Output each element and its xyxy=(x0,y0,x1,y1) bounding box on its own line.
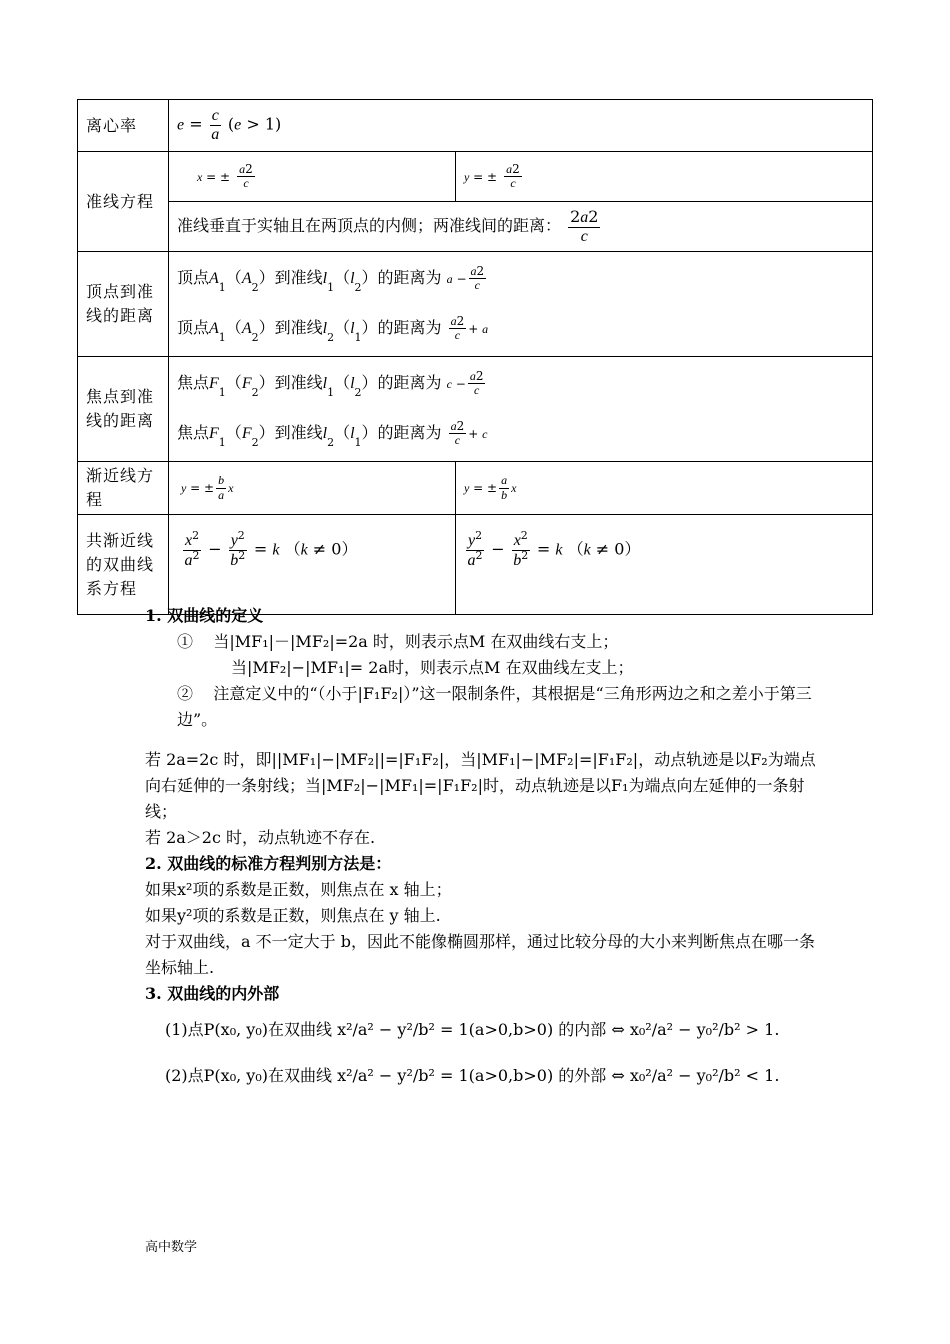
standard-eq-line-3: 对于双曲线，a 不一定大于 b，因此不能像椭圆那样，通过比较分母的大小来判断焦点在哪一条坐标轴上. xyxy=(145,932,815,977)
definition-item-1: ① 当|MF₁|－|MF₂|=2a 时，则表示点M 在双曲线右支上； xyxy=(177,632,619,651)
page-footer: 高中数学 xyxy=(145,1240,198,1255)
asymptote-left: y = ± $\frac{b}{a}$ x xyxy=(169,462,456,515)
row-label-directrix: 准线方程 xyxy=(78,152,169,252)
table-row xyxy=(78,462,873,515)
family-right: $\frac{y^2}{a^2}$ − $\frac{x^2}{b^2}$ = k （k ≠ 0） xyxy=(456,515,873,615)
row-label-focus-distance: 焦点到准线的距离 xyxy=(78,357,169,462)
table-row xyxy=(78,357,873,462)
definition-paragraph-1: 若 2a=2c 时，即||MF₁|−|MF₂||=|F₁F₂|，当|MF₁|−|MF₂|=|F₁F₂|，动点轨迹是以F₂为端点向右延伸的一条射线；当|MF₂|−|MF₁|=|F₁F₂|时，动点轨迹是以F₁为端点向左延伸的一条射线； xyxy=(145,750,816,821)
table-row xyxy=(78,252,873,357)
directrix-y-formula: y = ± $\frac{a2}{c}$ xyxy=(456,152,873,202)
table-row xyxy=(78,100,873,152)
focus-distance-line-2: 焦点$F_1(F_2)$到准线$l_2(l_1)$的距离为 $\frac{a2}{c}$ + c xyxy=(177,418,488,449)
vertex-distance-line-1: 顶点$A_1(A_2)$到准线$l_1(l_2)$的距离为 a − $\frac{a2}{c}$ xyxy=(177,263,485,294)
standard-eq-line-1: 如果x²项的系数是正数，则焦点在 x 轴上； xyxy=(145,880,452,899)
definition-item-2: ② 注意定义中的“（小于|F₁F₂|）”这一限制条件，其根据是“三角形两边之和之差小于第三边”。 xyxy=(177,684,812,729)
asymptote-right: y = ± $\frac{a}{b}$ x xyxy=(456,462,873,515)
section-3-heading: 3. 双曲线的内外部 xyxy=(145,984,280,1003)
eccentricity-formula: e = $\frac{c}{a}$ (e > 1) xyxy=(169,100,873,152)
row-label-common-asymptote-family: 共渐近线的双曲线系方程 xyxy=(78,515,169,615)
document-body xyxy=(145,603,825,1099)
directrix-x-formula: x = ± $\frac{a2}{c}$ xyxy=(169,152,456,202)
section-2-heading: 2. 双曲线的标准方程判别方法是： xyxy=(145,854,392,873)
row-label-vertex-distance: 顶点到准线的距离 xyxy=(78,252,169,357)
section-1-heading: 1. 双曲线的定义 xyxy=(145,606,264,625)
definition-item-1-cont: 当|MF₂|−|MF₁|= 2a时，则表示点M 在双曲线左支上； xyxy=(231,658,634,677)
table-row xyxy=(78,202,873,252)
directrix-note: 准线垂直于实轴且在两顶点的内侧；两准线间的距离： $\frac{2a2}{c}$ xyxy=(169,202,873,252)
family-left: $\frac{x^2}{a^2}$ − $\frac{y^2}{b^2}$ = k （k ≠ 0） xyxy=(169,515,456,615)
table-row xyxy=(78,152,873,202)
interior-condition: (1)点P(x₀, y₀)在双曲线 x²/a² − y²/b² = 1(a>0,b>0) 的内部 ⇔ x₀²/a² − y₀²/b² > 1. xyxy=(165,1020,780,1039)
exterior-condition: (2)点P(x₀, y₀)在双曲线 x²/a² − y²/b² = 1(a>0,b>0) 的外部 ⇔ x₀²/a² − y₀²/b² < 1. xyxy=(165,1066,780,1085)
table-row xyxy=(78,515,873,615)
standard-eq-line-2: 如果y²项的系数是正数，则焦点在 y 轴上. xyxy=(145,906,441,925)
focus-distance-cell xyxy=(169,357,873,462)
vertex-distance-line-2: 顶点$A_1(A_2)$到准线$l_2(l_1)$的距离为 $\frac{a2}{c}$ + a xyxy=(177,313,489,344)
vertex-distance-cell xyxy=(169,252,873,357)
row-label-asymptote: 渐近线方程 xyxy=(78,462,169,515)
definition-paragraph-2: 若 2a＞2c 时，动点轨迹不存在. xyxy=(145,828,376,847)
focus-distance-line-1: 焦点$F_1(F_2)$到准线$l_1(l_2)$的距离为 c − $\frac{a2}{c}$ xyxy=(177,368,484,399)
row-label-eccentricity: 离心率 xyxy=(78,100,169,152)
hyperbola-properties-table xyxy=(77,99,873,615)
